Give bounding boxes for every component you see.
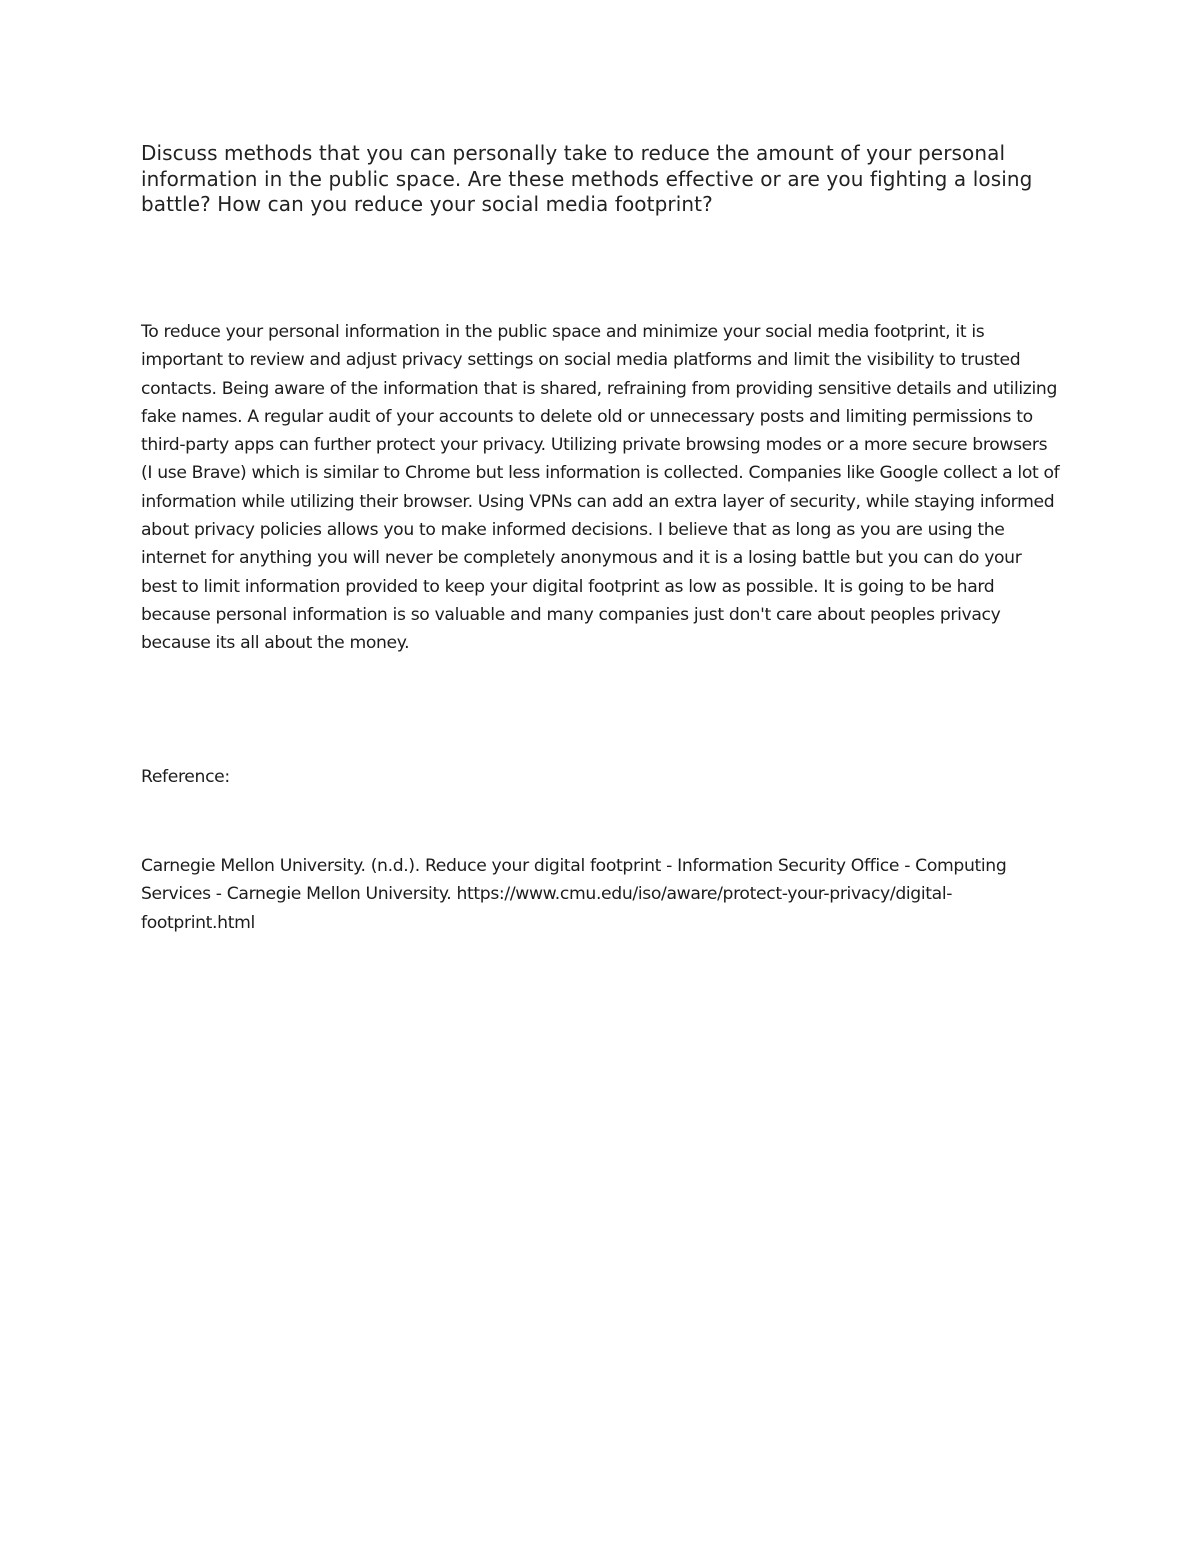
discussion-prompt: Discuss methods that you can personally take to reduce the amount of your personal information in the public space. Are these methods effective or are you fighting a losing battle? How can you reduce your social media footprint? bbox=[141, 141, 1033, 216]
answer-paragraph: To reduce your personal information in the public space and minimize your social media footprint, it is important to review and adjust privacy settings on social media platforms and limit the visibility to trusted contacts. Being aware of the information that is shared, refraining from providing sensitive details and utilizing fake names. A regular audit of your accounts to delete old or unnecessary posts and limiting permissions to third-party apps can further protect your privacy. Utilizing private browsing modes or a more secure browsers (I use Brave) which is similar to Chrome but less information is collected. Companies like Google collect a lot of information while utilizing their browser. Using VPNs can add an extra layer of security, while staying informed about privacy policies allows you to make informed decisions. I believe that as long as you are using the internet for anything you will never be completely anonymous and it is a losing battle but you can do your best to limit information provided to keep your digital footprint as low as possible. It is going to be hard because personal information is so valuable and many companies just don't care about peoples privacy because its all about the money. bbox=[141, 322, 1060, 654]
reference-citation: Carnegie Mellon University. (n.d.). Reduce your digital footprint - Information Security Office - Computing Services - Carnegie Mellon University. https://www.cmu.edu/iso/aware/protect-your-privacy/digital-footprint.html bbox=[141, 856, 1007, 933]
reference-heading: Reference: bbox=[141, 767, 230, 787]
